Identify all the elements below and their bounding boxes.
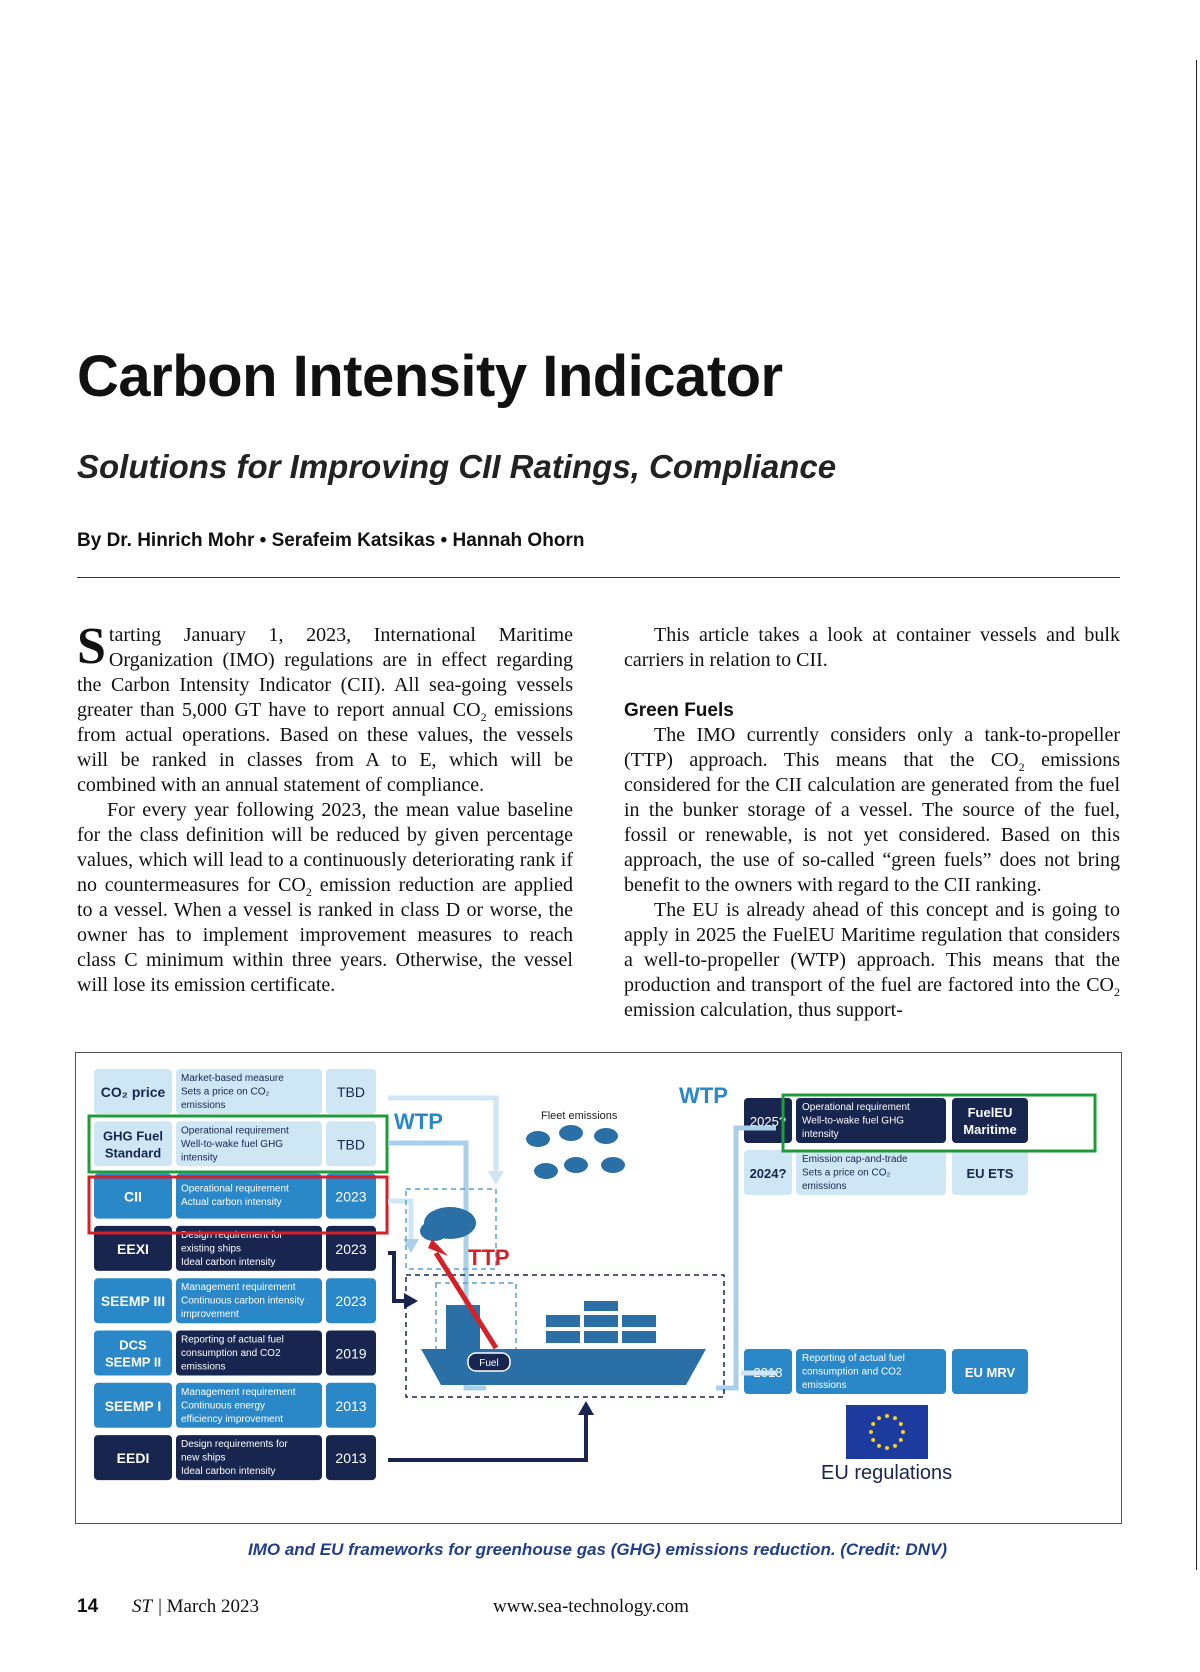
eu-name: FuelEU: [967, 1105, 1013, 1120]
imo-row: [94, 1121, 376, 1166]
paragraph-baseline: For every year following 2023, the mean value baseline for the class definition will be reduced by given percentage values, which will lead to a continuously deteriorating rank if no countermeasures for $CO_2$ emission reduction are applied to a vessel. When a vessel is ranked in class D or worse, the owner has to implement improvement measures to reach class C minimum within three years. Otherwise, the vessel will lose its emission certificate.: [77, 799, 573, 996]
column-left: [77, 618, 573, 998]
framework-diagram: [76, 1053, 1121, 1523]
publication-info: ST | March 2023: [132, 1596, 259, 1617]
paragraph-ttp: The IMO currently considers only a tank-to-propeller (TTP) approach. This means that the $CO_2$ emissions considered for the CII calculation are generated from the fuel in the bunker storage of a vessel. The source of the fuel, fossil or renewable, is not yet considered. Based on this approach, the use of so-called “green fuels” does not bring benefit to the owners with regard to the CII ranking.: [624, 724, 1120, 896]
imo-desc: Ideal carbon intensity: [181, 1466, 276, 1478]
eu-row: [744, 1150, 1028, 1195]
fuel-label: Fuel: [479, 1358, 499, 1369]
eu-desc: consumption and CO2: [802, 1366, 902, 1378]
imo-desc: Ideal carbon intensity: [181, 1256, 276, 1268]
imo-name: GHG Fuel: [103, 1128, 163, 1144]
imo-desc: new ships: [181, 1452, 226, 1464]
paragraph-intro: Starting January 1, 2023, International Maritime Organization (IMO) regulations are in effect regarding the Carbon Intensity Indicator (CII). All sea-going vessels greater than 5,000 GT have to report annual $CO_2$ emissions from actual operations. Based on these values, the vessels will be ranked in classes from A to E, which will be combined with an annual statement of compliance.: [77, 618, 573, 796]
imo-desc: Sets a price on CO₂: [181, 1086, 270, 1098]
eu-name: EU MRV: [964, 1365, 1016, 1380]
imo-name: CII: [124, 1188, 142, 1205]
imo-desc: Reporting of actual fuel: [181, 1334, 284, 1346]
article-subtitle: Solutions for Improving CII Ratings, Compliance: [77, 448, 837, 485]
imo-name: SEEMP I: [104, 1397, 162, 1414]
imo-desc-box: [176, 1174, 322, 1219]
website-url[interactable]: www.sea-technology.com: [493, 1596, 689, 1617]
eu-flag: [846, 1405, 928, 1459]
eu-year: 2018: [753, 1365, 783, 1380]
eu-row: [744, 1349, 1028, 1394]
imo-desc: Operational requirement: [181, 1183, 289, 1195]
subscript: 2: [1114, 985, 1120, 999]
eu-year: 2024?: [749, 1166, 787, 1181]
eu-desc: Operational requirement: [802, 1102, 910, 1113]
imo-year: 2023: [335, 1188, 367, 1205]
subscript: 2: [1018, 760, 1025, 774]
imo-desc: Design requirements for: [181, 1439, 288, 1451]
byline: By Dr. Hinrich Mohr • Serafeim Katsikas • Hannah Ohorn: [77, 530, 585, 551]
imo-desc: intensity: [181, 1152, 218, 1164]
imo-year: 2013: [335, 1397, 367, 1414]
eu-row: [744, 1098, 1028, 1143]
eu-desc: emissions: [802, 1380, 847, 1391]
imo-desc: Market-based measure: [181, 1073, 284, 1084]
figure-caption: IMO and EU frameworks for greenhouse gas (GHG) emissions reduction. (Credit: DNV): [247, 1540, 947, 1559]
imo-desc: Management requirement: [181, 1386, 296, 1398]
eu-desc: intensity: [802, 1129, 839, 1140]
page-number: 14: [77, 1596, 99, 1617]
imo-row: [94, 1331, 376, 1376]
drop-cap: S: [77, 618, 106, 675]
framework-figure: [75, 1052, 1122, 1524]
imo-name: SEEMP III: [100, 1293, 166, 1310]
imo-desc: Operational requirement: [181, 1125, 289, 1137]
page-edge-line: [1196, 60, 1197, 1570]
imo-year: TBD: [337, 1136, 365, 1153]
imo-year: 2023: [335, 1293, 367, 1310]
imo-year: 2023: [335, 1240, 367, 1257]
imo-desc: emissions: [181, 1100, 226, 1111]
imo-desc: emissions: [181, 1361, 226, 1373]
imo-desc: Well-to-wake fuel GHG: [181, 1138, 284, 1150]
imo-desc: Management requirement: [181, 1282, 296, 1294]
eu-desc: Sets a price on CO₂: [802, 1167, 891, 1179]
subscript: 2: [480, 710, 487, 724]
eu-regulations-label: EU regulations: [821, 1462, 953, 1484]
header-rule: [77, 577, 1120, 578]
eu-name: EU ETS: [966, 1166, 1014, 1181]
section-heading-green-fuels: Green Fuels: [624, 700, 734, 721]
imo-row: [94, 1383, 376, 1428]
column-right: [624, 623, 1120, 1023]
imo-year: 2013: [335, 1450, 367, 1467]
imo-row: [94, 1278, 376, 1323]
imo-year: 2019: [335, 1345, 367, 1362]
imo-desc: consumption and CO2: [181, 1348, 281, 1359]
paragraph-eu: The EU is already ahead of this concept and is going to apply in 2025 the FuelEU Maritime regulation that considers a well-to-propeller (WTP) approach. This means that the production and transport of the fuel are factored into the $CO_2$ emission calculation, thus support-: [624, 899, 1120, 1021]
subscript: 2: [305, 885, 312, 899]
fleet-emissions-label: Fleet emissions: [541, 1110, 618, 1122]
wtp-right-label: WTP: [679, 1083, 728, 1108]
imo-desc: efficiency improvement: [181, 1413, 284, 1425]
imo-row: [94, 1174, 376, 1219]
ttp-label: TTP: [468, 1245, 510, 1270]
eu-name: Maritime: [963, 1122, 1017, 1137]
imo-name: Standard: [104, 1145, 162, 1161]
eu-desc: Emission cap-and-trade: [802, 1154, 908, 1165]
imo-row: [94, 1435, 376, 1480]
imo-name: EEDI: [116, 1450, 150, 1467]
imo-desc: improvement: [181, 1309, 239, 1321]
imo-desc: Design requirement for: [181, 1229, 283, 1241]
eu-desc: emissions: [802, 1181, 847, 1192]
imo-name: SEEMP II: [104, 1354, 162, 1370]
wtp-left-label: WTP: [394, 1109, 443, 1134]
imo-name: DCS: [119, 1337, 147, 1353]
imo-desc: Actual carbon intensity: [181, 1197, 282, 1209]
eu-desc: Well-to-wake fuel GHG: [802, 1115, 905, 1127]
imo-name: EEXI: [117, 1240, 149, 1257]
paragraph-scope: This article takes a look at container vessels and bulk carriers in relation to CII.: [624, 624, 1120, 671]
imo-desc: Continuous carbon intensity: [181, 1295, 305, 1307]
article-title: Carbon Intensity Indicator: [77, 344, 783, 409]
imo-row: [94, 1069, 376, 1114]
imo-desc: existing ships: [181, 1243, 242, 1255]
eu-year: 2025?: [749, 1114, 787, 1129]
eu-desc: Reporting of actual fuel: [802, 1353, 905, 1364]
imo-name: CO₂ price: [100, 1084, 166, 1100]
imo-desc: Continuous energy: [181, 1400, 265, 1412]
imo-year: TBD: [337, 1084, 365, 1100]
ship-hull: [421, 1349, 706, 1385]
